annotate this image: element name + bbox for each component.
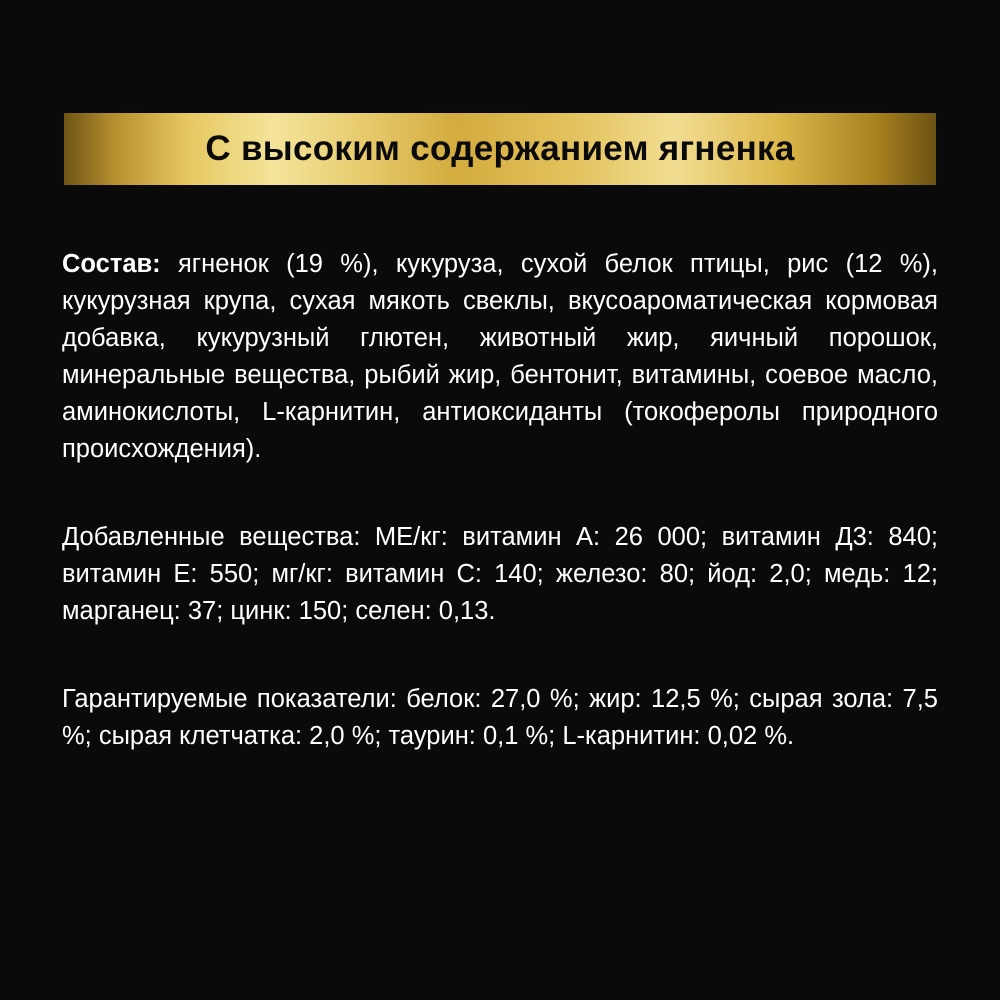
- guaranteed-text: белок: 27,0 %; жир: 12,5 %; сырая зола: 7,5 %; сырая клетчатка: 2,0 %; таурин: 0,1 %; L-карнитин: 0,02 %.: [62, 685, 938, 750]
- headline-banner: [64, 113, 936, 185]
- guaranteed-paragraph: [62, 681, 938, 755]
- spacer-1: [62, 468, 938, 519]
- composition-text: ягненок (19 %), кукуруза, сухой белок птицы, рис (12 %), кукурузная крупа, сухая мякоть свеклы, вкусоароматическая кормовая добавка, кукурузный глютен, животный жир, яичный порошок, минеральные вещества, рыбий жир, бентонит, витамины, соевое масло, аминокислоты, L-карнитин, антиоксиданты (токоферолы природного происхождения).: [62, 250, 938, 463]
- additives-label: Добавленные вещества:: [62, 523, 361, 551]
- headline-text: С высоким содержанием ягненка: [205, 129, 795, 168]
- guaranteed-label: Гарантируемые показатели:: [62, 685, 397, 713]
- additives-paragraph: [62, 519, 938, 630]
- composition-paragraph: [62, 246, 938, 468]
- additives-text: МЕ/кг: витамин А: 26 000; витамин Д3: 840; витамин Е: 550; мг/кг: витамин С: 140; железо: 80; йод: 2,0; медь: 12; марганец: 37; цинк: 150; селен: 0,13.: [62, 523, 938, 625]
- nutrition-content: [62, 246, 938, 755]
- composition-label: Состав:: [62, 250, 161, 278]
- spacer-2: [62, 630, 938, 681]
